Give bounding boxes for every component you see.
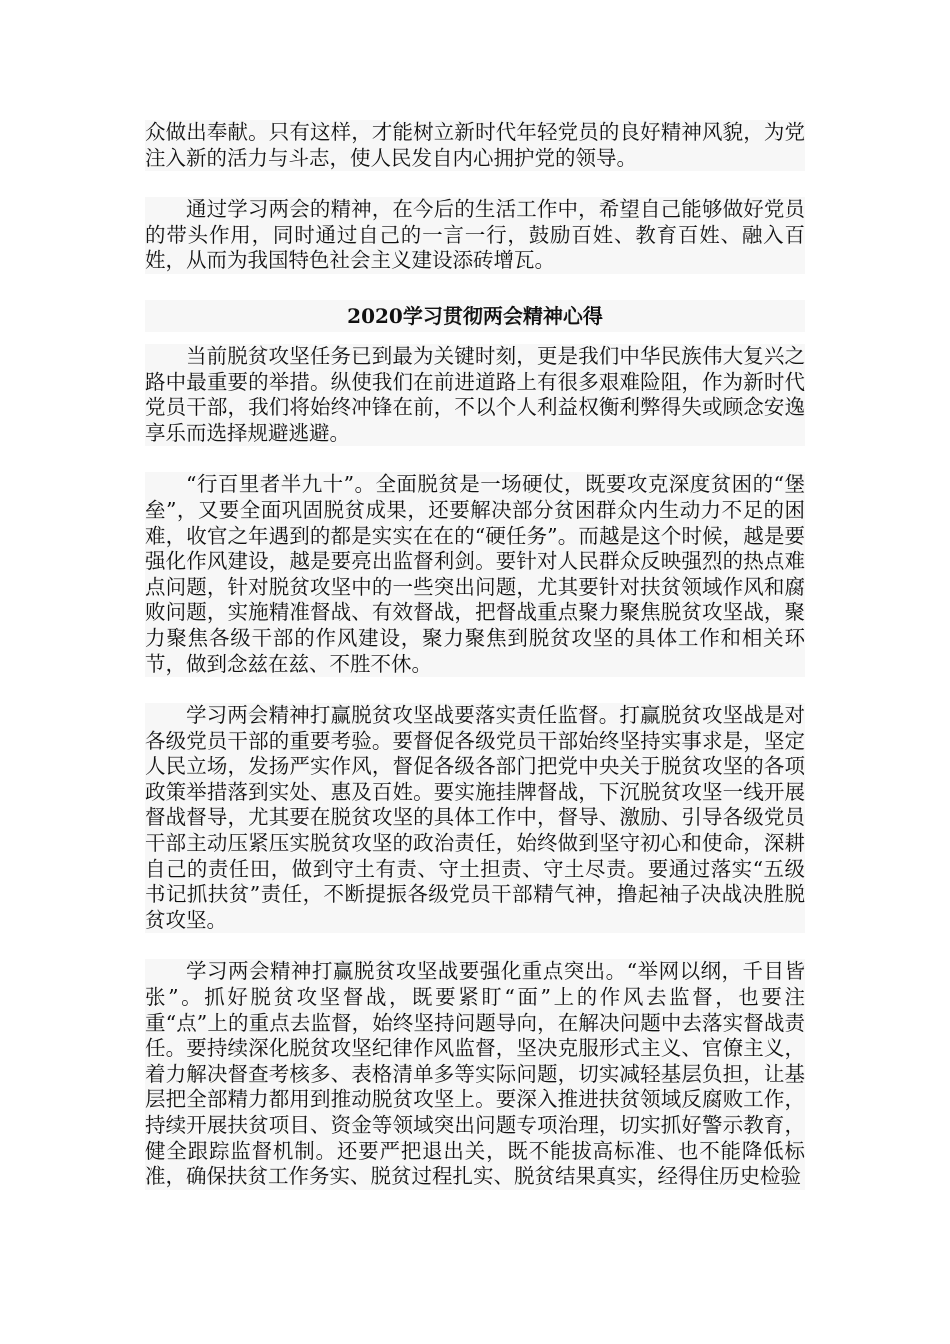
- paragraph-gap: [145, 446, 805, 472]
- paragraph: 学习两会精神打赢脱贫攻坚战要强化重点突出。“举网以纲，千目皆张”。抓好脱贫攻坚督战，既要紧盯“面”上的作风去监督，也要注重“点”上的重点去监督，始终坚持问题导向，在解决问题中去落实督战责任。要持续深化脱贫攻坚纪律作风监督，坚决克服形式主义、官僚主义，着力解决督查考核多、表格清单多等实际问题，切实减轻基层负担，让基层把全部精力都用到推动脱贫攻坚上。要深入推进扶贫领域反腐败工作，持续开展扶贫项目、资金等领域突出问题专项治理，切实抓好警示教育，健全跟踪监督机制。还要严把退出关，既不能拔高标准、也不能降低标准，确保扶贫工作务实、脱贫过程扎实、脱贫结果真实，经得住历史检验: [145, 959, 805, 1189]
- paragraph: 通过学习两会的精神，在今后的生活工作中，希望自己能够做好党员的带头作用，同时通过自己的一言一行，鼓励百姓、教育百姓、融入百姓，从而为我国特色社会主义建设添砖增瓦。: [145, 197, 805, 273]
- paragraph: 学习两会精神打赢脱贫攻坚战要落实责任监督。打赢脱贫攻坚战是对各级党员干部的重要考验。要督促各级党员干部始终坚持实事求是，坚定人民立场，发扬严实作风，督促各级各部门把党中央关于脱贫攻坚的各项政策举措落到实处、惠及百姓。要实施挂牌督战，下沉脱贫攻坚一线开展督战督导，尤其要在脱贫攻坚的具体工作中，督导、激励、引导各级党员干部主动压紧压实脱贫攻坚的政治责任，始终做到坚守初心和使命，深耕自己的责任田，做到守土有责、守土担责、守土尽责。要通过落实“五级书记抓扶贫”责任，不断提振各级党员干部精气神，撸起袖子决战决胜脱贫攻坚。: [145, 703, 805, 932]
- paragraph-gap: [145, 933, 805, 959]
- paragraph-gap: [145, 171, 805, 197]
- paragraph-gap: [145, 332, 805, 344]
- paragraph: 众做出奉献。只有这样，才能树立新时代年轻党员的良好精神风貌，为党注入新的活力与斗志，使人民发自内心拥护党的领导。: [145, 120, 805, 170]
- paragraph-gap: [145, 677, 805, 703]
- paragraph: 当前脱贫攻坚任务已到最为关键时刻，更是我们中华民族伟大复兴之路中最重要的举措。纵使我们在前进道路上有很多艰难险阻，作为新时代党员干部，我们将始终冲锋在前，不以个人利益权衡利弊得失或顾念安逸享乐而选择规避逃避。: [145, 343, 805, 445]
- document-body: [145, 120, 805, 1190]
- paragraph: “行百里者半九十”。全面脱贫是一场硬仗，既要攻克深度贫困的“堡垒”，又要全面巩固脱贫成果，还要解决部分贫困群众内生动力不足的困难，收官之年遇到的都是实实在在的“硬任务”。而越是这个时候，越是要强化作风建设，越是要亮出监督利剑。要针对人民群众反映强烈的热点难点问题，针对脱贫攻坚中的一些突出问题，尤其要针对扶贫领域作风和腐败问题，实施精准督战、有效督战，把督战重点聚力聚焦脱贫攻坚战，聚力聚焦各级干部的作风建设，聚力聚焦到脱贫攻坚的具体工作和相关环节，做到念兹在兹、不胜不休。: [145, 472, 805, 676]
- section-title: 2020学习贯彻两会精神心得: [347, 303, 603, 328]
- paragraph-gap: [145, 274, 805, 300]
